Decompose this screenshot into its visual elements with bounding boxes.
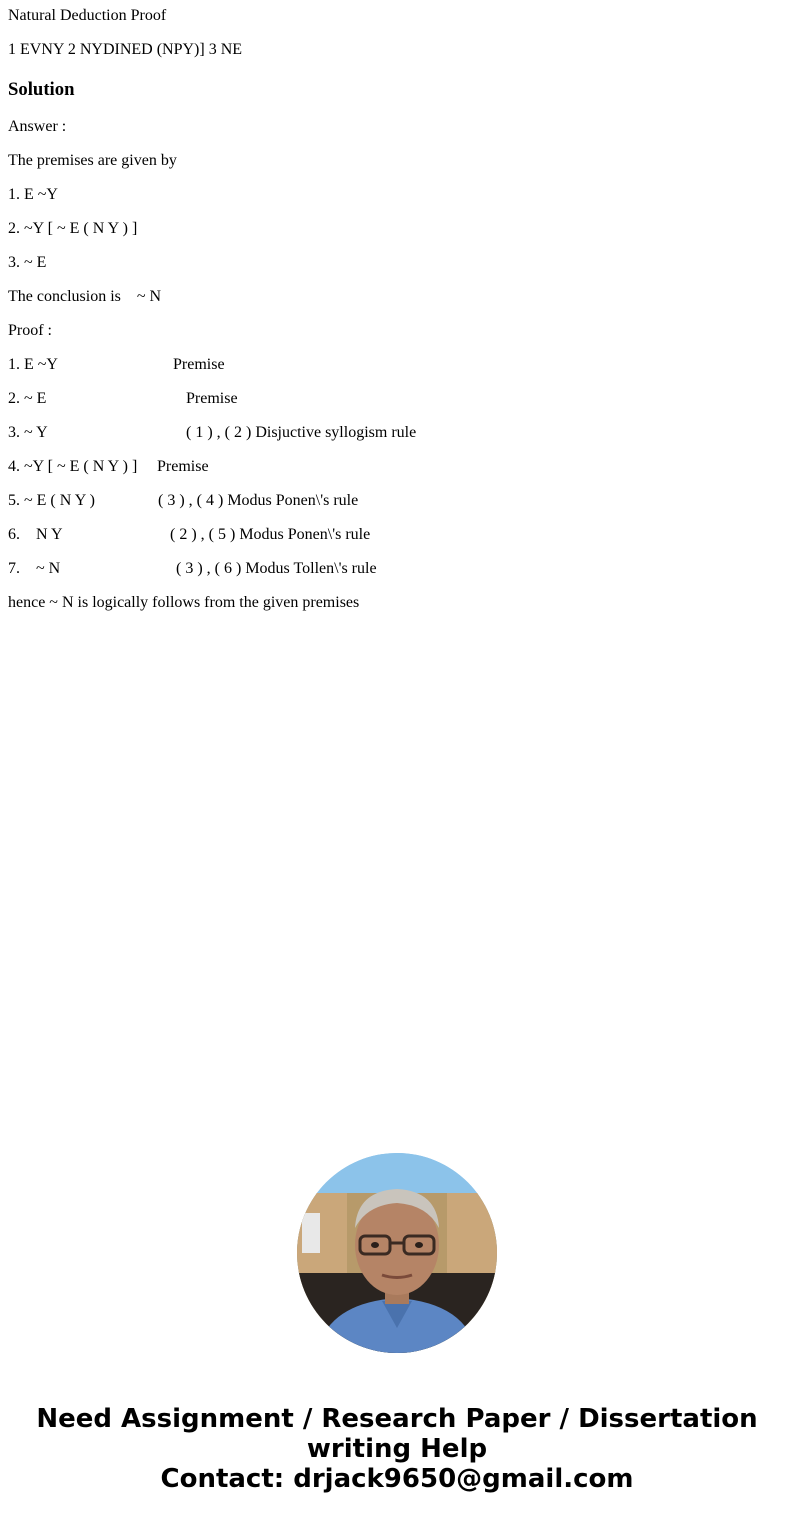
proof-label: Proof : — [8, 322, 52, 339]
proof-step — [8, 356, 708, 374]
proof-step-justification: ( 3 ) , ( 4 ) Modus Ponen\'s rule — [158, 492, 359, 509]
proof-step — [8, 526, 708, 544]
premise-line: 3. ~ E — [8, 254, 47, 271]
contact-email: Contact: drjack9650@gmail.com — [160, 1464, 634, 1494]
proof-step-justification: Premise — [173, 356, 225, 373]
contact-banner — [0, 1404, 794, 1494]
proof-step — [8, 492, 708, 510]
banner-subline: writing Help — [306, 1434, 488, 1464]
question-title: Natural Deduction Proof — [8, 7, 167, 24]
proof-step — [8, 458, 708, 476]
proof-step-statement: 5. ~ E ( N Y ) — [8, 492, 96, 509]
answer-label: Answer : — [8, 118, 67, 135]
proof-step-statement: 4. ~Y [ ~ E ( N Y ) ] — [8, 458, 138, 475]
avatar-portrait-icon — [297, 1153, 497, 1353]
final-statement: hence ~ N is logically follows from the given premises — [8, 594, 360, 611]
proof-step-statement: 3. ~ Y — [8, 424, 48, 441]
proof-step-justification: ( 2 ) , ( 5 ) Modus Ponen\'s rule — [170, 526, 371, 543]
proof-step-justification: ( 1 ) , ( 2 ) Disjuctive syllogism rule — [186, 424, 417, 441]
proof-step — [8, 390, 708, 408]
proof-step-statement: 6. N Y — [8, 526, 63, 543]
solution-heading: Solution — [8, 79, 75, 100]
question-statement: 1 EVNY 2 NYDINED (NPY)] 3 NE — [8, 41, 243, 58]
proof-step — [8, 560, 708, 578]
premise-line: 1. E ~Y — [8, 186, 58, 203]
premises-intro: The premises are given by — [8, 152, 177, 169]
proof-step-justification: Premise — [157, 458, 209, 475]
proof-step-statement: 7. ~ N — [8, 560, 61, 577]
premise-line: 2. ~Y [ ~ E ( N Y ) ] — [8, 220, 138, 237]
banner-headline: Need Assignment / Research Paper / Dissertation — [36, 1404, 758, 1434]
proof-step-statement: 1. E ~Y — [8, 356, 58, 373]
avatar — [297, 1153, 497, 1353]
proof-step-statement: 2. ~ E — [8, 390, 47, 407]
proof-step-justification: Premise — [186, 390, 238, 407]
proof-step-justification: ( 3 ) , ( 6 ) Modus Tollen\'s rule — [176, 560, 377, 577]
proof-step — [8, 424, 708, 442]
conclusion-line: The conclusion is ~ N — [8, 288, 162, 305]
